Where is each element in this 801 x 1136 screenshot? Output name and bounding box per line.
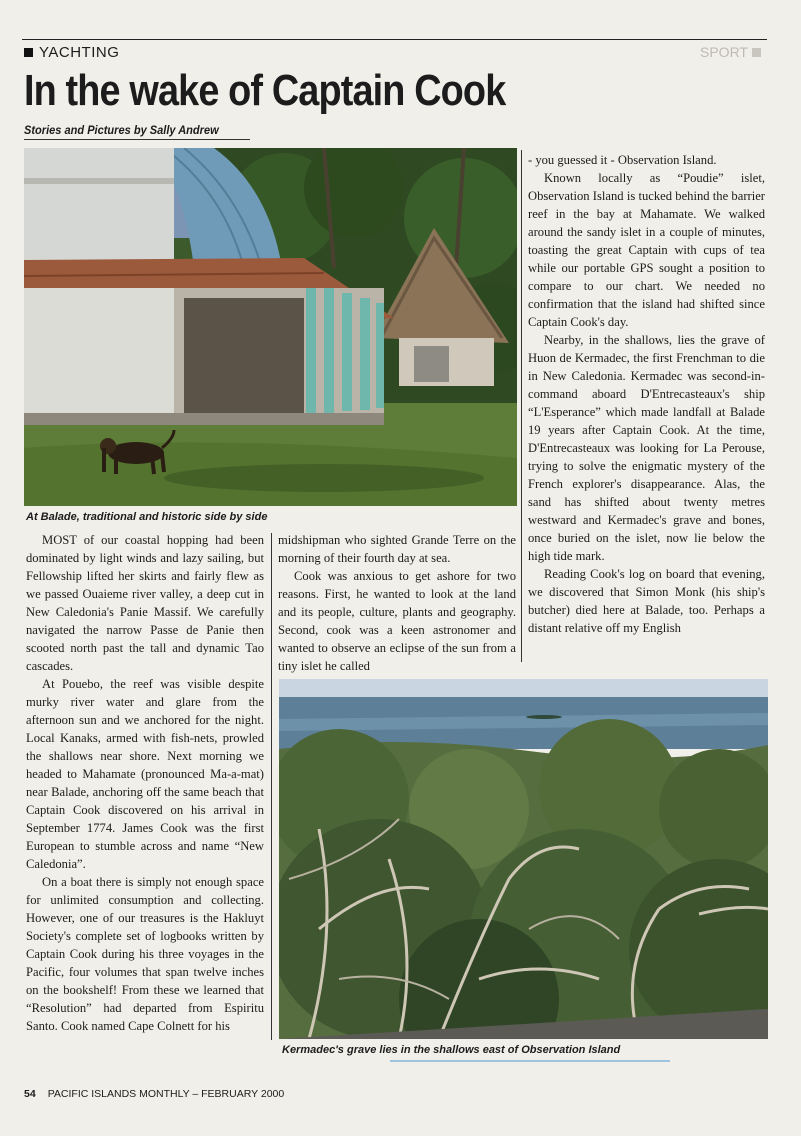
column-3: [528, 151, 765, 637]
paragraph: Known locally as “Poudie” islet, Observation Island is tucked behind the barrier reef in the bay at Mahamate. We walked around the sandy islet in a couple of minutes, toasting the great Captain with cups of tea while our portable GPS sought a position to compare to our chart. We needed no confirmation that the island had shifted since Captain Cook's day.: [528, 171, 765, 329]
column-2: [278, 531, 516, 675]
page-number: 54: [24, 1088, 36, 1100]
paragraph: Reading Cook's log on board that evening, we discovered that Simon Monk (his ship's butcher) died here at Balade, too. Perhaps a distant relative off my English: [528, 567, 765, 635]
paragraph: Cook was anxious to get ashore for two reasons. First, he wanted to look at the land and its people, culture, plants and geography. Second, cook was a keen astronomer and wanted to observe an eclipse of the sun from a tiny islet he called: [278, 569, 516, 673]
balade-photo: [24, 148, 517, 506]
byline-rule: [24, 139, 250, 140]
bottom-photo-caption: Kermadec's grave lies in the shallows east of Observation Island: [282, 1044, 621, 1056]
header-rule: [22, 39, 767, 40]
paragraph: Nearby, in the shallows, lies the grave of Huon de Kermadec, the first Frenchman to die in New Caledonia. Kermadec was second-in-command aboard D'Entrecasteaux's ship “L'Esperance” which made landfall at Balade 19 years after Captain Cook. At the time, D'Entrecasteaux was looking for La Perouse, trying to solve the enigmatic mystery of the French explorer's disappearance. Alas, the sand has shifted about twenty metres westward and Kermadec's grave and bones, once buried on the islet, now lie below the high tide mark.: [528, 333, 765, 563]
top-photo-caption: At Balade, traditional and historic side by side: [26, 511, 268, 523]
observation-island-photo: [279, 679, 768, 1039]
page-footer: [24, 1088, 284, 1100]
observation-island-illustration: [279, 679, 768, 1039]
ghost-section-text: SPORT: [700, 44, 748, 60]
column-1: [26, 531, 264, 1035]
column-rule: [271, 533, 272, 1040]
paragraph: On a boat there is simply not enough space for unlimited consumption and collecting. However, one of our treasures is the Hakluyt Society's complete set of logbooks written by Captain Cook during his three voyages in the Pacific, four volumes that span twelve inches on the bookshelf! From these we learned that “Resolution” had departed from Espiritu Santo. Cook named Cape Colnett for his: [26, 875, 264, 1033]
section-label-text: YACHTING: [39, 44, 120, 61]
publication-line: PACIFIC ISLANDS MONTHLY – FEBRUARY 2000: [47, 1088, 285, 1100]
section-label: [24, 44, 119, 61]
paragraph: At Pouebo, the reef was visible despite murky river water and glare from the afternoon sun and we anchored for the night. Local Kanaks, armed with fish-nets, prowled the shallows near shore. Next morning we headed to Mahamate (pronounced Ma-a-mat) near Balade, anchoring off the same beach that Captain Cook discovered on his arrival in September 1774. James Cook was the first European to stumble across and name “New Caledonia”.: [26, 677, 264, 871]
ghost-square-icon: [752, 48, 761, 57]
column-rule: [521, 150, 522, 662]
square-bullet-icon: [24, 48, 33, 57]
paragraph: midshipman who sighted Grande Terre on the morning of their fourth day at sea.: [278, 533, 516, 565]
paragraph: MOST of our coastal hopping had been dominated by light winds and lazy sailing, but Fellowship lifted her skirts and fairly flew as we passed Ouaieme river valley, a deep cut in New Caledonia's Panie Massif. We carefully navigated the narrow Passe de Panie then scooted north past the tall and dynamic Tao cascades.: [26, 533, 264, 673]
caption-underline: [390, 1060, 670, 1062]
show-through-section-label: [700, 44, 761, 60]
paragraph: - you guessed it - Observation Island.: [528, 153, 717, 167]
balade-photo-illustration: [24, 148, 517, 506]
article-title: In the wake of Captain Cook: [24, 66, 506, 115]
byline: Stories and Pictures by Sally Andrew: [24, 123, 219, 137]
